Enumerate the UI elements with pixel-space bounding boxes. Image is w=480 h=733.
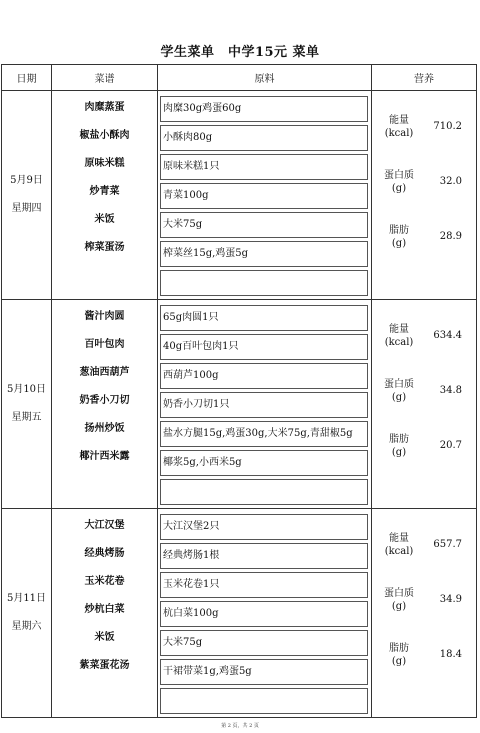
date-text: 5月11日 (6, 593, 47, 604)
dish-name: 奶香小刀切 (79, 395, 130, 406)
ingredient-box: 奶香小刀切1只 (160, 392, 368, 418)
dishes-cell (52, 509, 158, 718)
nutrition-label: 蛋白质 (384, 587, 414, 599)
header-nutrition: 营养 (372, 65, 477, 91)
nutrition-value: 634.4 (433, 330, 462, 341)
nutrition-cell (372, 509, 477, 718)
nutrition-label-group (374, 323, 424, 349)
dish-name: 炒杭白菜 (84, 604, 125, 615)
dishes-cell (52, 91, 158, 300)
ingredient-box: 盐水方腿15g,鸡蛋30g,大米75g,青甜椒5g (160, 421, 368, 447)
nutrition-unit: (g) (391, 237, 407, 249)
dish-name: 玉米花卷 (84, 576, 125, 587)
header-date: 日期 (2, 65, 52, 91)
nutrition-label-group (374, 378, 424, 404)
nutrition-item (372, 627, 476, 682)
dish-name: 炒青菜 (89, 186, 120, 197)
nutrition-unit: (kcal) (384, 127, 414, 139)
nutrition-label: 能量 (389, 114, 409, 126)
nutrition-cell (372, 91, 477, 300)
nutrition-label-group (374, 169, 424, 195)
ingredient-box: 玉米花卷1只 (160, 572, 368, 598)
nutrition-label: 能量 (389, 532, 409, 544)
nutrition-item (372, 363, 476, 418)
nutrition-label: 能量 (389, 323, 409, 335)
day-row (2, 300, 477, 509)
ingredient-box: 经典烤肠1根 (160, 543, 368, 569)
nutrition-label: 蛋白质 (384, 378, 414, 390)
day-row (2, 91, 477, 300)
page-footer: 第 2 页，共 2 页 (221, 723, 259, 729)
ingredient-box: 榨菜丝15g,鸡蛋5g (160, 241, 368, 267)
ingredients-cell (158, 300, 372, 509)
ingredient-box: 西葫芦100g (160, 363, 368, 389)
nutrition-value: 710.2 (433, 121, 462, 132)
dish-name: 经典烤肠 (84, 548, 125, 559)
date-cell (2, 300, 52, 509)
date-cell (2, 509, 52, 718)
nutrition-label-group (374, 642, 424, 668)
nutrition-value: 28.9 (439, 231, 462, 242)
dishes-cell (52, 300, 158, 509)
date-cell (2, 91, 52, 300)
ingredient-box (160, 688, 368, 714)
weekday-text: 星期五 (11, 412, 42, 423)
nutrition-value: 34.9 (439, 594, 462, 605)
dish-name: 大江汉堡 (84, 520, 125, 531)
nutrition-item (372, 572, 476, 627)
nutrition-value: 32.0 (439, 176, 462, 187)
nutrition-value: 20.7 (439, 440, 462, 451)
header-dishes: 菜谱 (52, 65, 158, 91)
nutrition-item (372, 418, 476, 473)
nutrition-label: 脂肪 (389, 642, 409, 654)
ingredient-box: 干裙带菜1g,鸡蛋5g (160, 659, 368, 685)
ingredient-box: 肉糜30g鸡蛋60g (160, 96, 368, 122)
nutrition-item (372, 209, 476, 264)
date-text: 5月10日 (6, 384, 47, 395)
nutrition-label: 蛋白质 (384, 169, 414, 181)
nutrition-label-group (374, 224, 424, 250)
ingredient-box: 杭白菜100g (160, 601, 368, 627)
ingredient-box: 大米75g (160, 212, 368, 238)
dish-name: 原味米糕 (84, 158, 125, 169)
day-row (2, 509, 477, 718)
dish-name: 紫菜蛋花汤 (79, 660, 130, 671)
nutrition-label-group (374, 114, 424, 140)
nutrition-label: 脂肪 (389, 433, 409, 445)
weekday-text: 星期六 (11, 621, 42, 632)
dish-name: 椒盐小酥肉 (79, 130, 130, 141)
nutrition-unit: (kcal) (384, 336, 414, 348)
dish-name: 扬州炒饭 (84, 423, 125, 434)
nutrition-item (372, 517, 476, 572)
ingredient-box: 大米75g (160, 630, 368, 656)
header-row (2, 65, 477, 91)
nutrition-value: 34.8 (439, 385, 462, 396)
nutrition-cell (372, 300, 477, 509)
ingredients-cell (158, 91, 372, 300)
nutrition-unit: (g) (391, 446, 407, 458)
nutrition-item (372, 99, 476, 154)
ingredient-box: 椰浆5g,小西米5g (160, 450, 368, 476)
ingredient-box: 原味米糕1只 (160, 154, 368, 180)
dish-name: 葱油西葫芦 (79, 367, 130, 378)
date-text: 5月9日 (10, 175, 43, 186)
nutrition-unit: (g) (391, 391, 407, 403)
header-ingredients: 原料 (158, 65, 372, 91)
dish-name: 米饭 (94, 632, 115, 643)
dish-name: 榨菜蛋汤 (84, 242, 125, 253)
ingredient-box: 大江汉堡2只 (160, 514, 368, 540)
ingredient-box (160, 479, 368, 505)
dish-name: 酱汁肉圆 (84, 311, 125, 322)
ingredient-box (160, 270, 368, 296)
menu-title: 学生菜单 中学15元 菜单 (160, 45, 320, 60)
nutrition-unit: (g) (391, 182, 407, 194)
ingredient-box: 65g肉圆1只 (160, 305, 368, 331)
dish-name: 椰汁西米露 (79, 451, 130, 462)
ingredient-box: 40g百叶包肉1只 (160, 334, 368, 360)
nutrition-value: 657.7 (433, 539, 462, 550)
ingredient-box: 青菜100g (160, 183, 368, 209)
nutrition-label-group (374, 587, 424, 613)
nutrition-unit: (g) (391, 655, 407, 667)
nutrition-label-group (374, 532, 424, 558)
nutrition-value: 18.4 (439, 649, 462, 660)
nutrition-item (372, 308, 476, 363)
nutrition-unit: (kcal) (384, 545, 414, 557)
nutrition-unit: (g) (391, 600, 407, 612)
nutrition-label-group (374, 433, 424, 459)
nutrition-item (372, 154, 476, 209)
dish-name: 肉糜蒸蛋 (84, 102, 125, 113)
weekday-text: 星期四 (11, 203, 42, 214)
dish-name: 百叶包肉 (84, 339, 125, 350)
dish-name: 米饭 (94, 214, 115, 225)
menu-table (1, 64, 477, 718)
nutrition-label: 脂肪 (389, 224, 409, 236)
ingredients-cell (158, 509, 372, 718)
ingredient-box: 小酥肉80g (160, 125, 368, 151)
